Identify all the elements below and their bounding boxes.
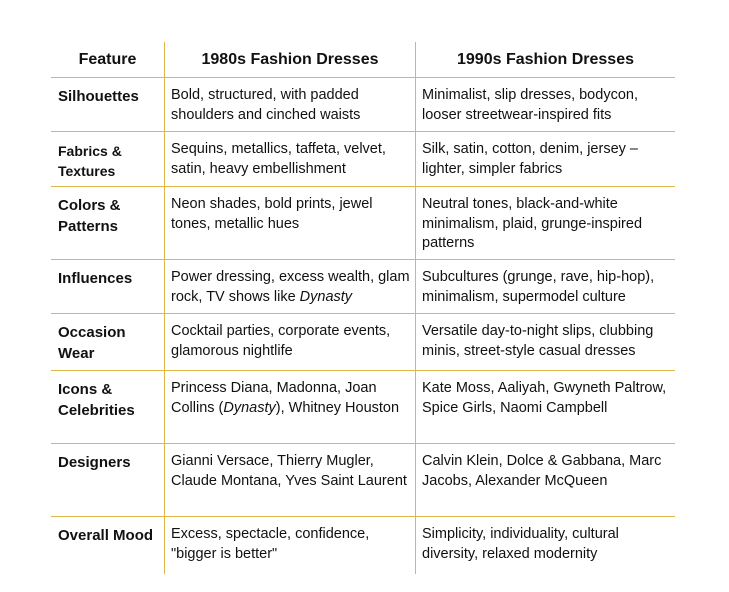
row-1990s: Neutral tones, black-and-white minimalism, plaid, grunge-inspired patterns: [422, 196, 643, 251]
table-row-fabrics: [51, 132, 675, 187]
comparison-table: [51, 42, 675, 574]
row-1980s-text: Princess Diana, Madonna, Joan Collins (: [171, 380, 377, 416]
row-1980s: Cocktail parties, corporate events, glamorous nightlife: [171, 323, 391, 359]
header-1980s: 1980s Fashion Dresses: [201, 51, 379, 68]
row-1990s: Calvin Klein, Dolce & Gabbana, Marc Jacobs, Alexander McQueen: [422, 453, 662, 489]
row-1990s: Versatile day-to-night slips, clubbing minis, street-style casual dresses: [422, 323, 654, 359]
row-feature: Fabrics & Textures: [58, 143, 122, 179]
row-1980s: Bold, structured, with padded shoulders and cinched waists: [171, 87, 361, 123]
header-row: [51, 42, 675, 78]
row-feature: Designers: [58, 454, 131, 471]
row-feature: Overall Mood: [58, 527, 154, 544]
row-feature: Silhouettes: [58, 88, 139, 105]
table-row-occasion: [51, 314, 675, 371]
dynasty-title: Dynasty: [223, 399, 276, 416]
row-1990s: Silk, satin, cotton, denim, jersey – lighter, simpler fabrics: [422, 141, 638, 177]
header-1990s: 1990s Fashion Dresses: [457, 51, 634, 68]
row-1980s: Gianni Versace, Thierry Mugler, Claude Montana, Yves Saint Laurent: [171, 453, 407, 489]
row-1990s: Subcultures (grunge, rave, hip-hop), minimalism, supermodel culture: [422, 269, 655, 305]
table-row-icons: [51, 371, 675, 444]
row-feature: Occasion Wear: [58, 324, 126, 362]
dynasty-title: Dynasty: [299, 288, 353, 305]
row-feature: Colors & Patterns: [58, 197, 121, 235]
table-row-influences: [51, 260, 675, 314]
row-1990s: Simplicity, individuality, cultural diversity, relaxed modernity: [422, 526, 619, 562]
table-row-silhouettes: [51, 78, 675, 132]
row-1980s: [171, 379, 416, 418]
table-row-designers: [51, 444, 675, 517]
row-1980s: Excess, spectacle, confidence, "bigger is better": [171, 526, 370, 562]
row-1980s: Neon shades, bold prints, jewel tones, metallic hues: [171, 196, 373, 232]
table-row-mood: [51, 517, 675, 574]
row-1980s-text: Power dressing, excess wealth, glam rock, TV shows like: [171, 269, 410, 305]
row-feature: Influences: [58, 270, 133, 287]
row-1980s: [171, 268, 416, 307]
table-row-colors: [51, 187, 675, 260]
row-1980s-text-end: ), Whitney Houston: [275, 399, 400, 416]
row-1990s: Minimalist, slip dresses, bodycon, looser streetwear-inspired fits: [422, 87, 638, 123]
row-1990s: Kate Moss, Aaliyah, Gwyneth Paltrow, Spice Girls, Naomi Campbell: [422, 380, 667, 416]
header-feature: Feature: [78, 51, 137, 68]
row-1980s: Sequins, metallics, taffeta, velvet, satin, heavy embellishment: [171, 141, 386, 177]
row-feature: Icons & Celebrities: [58, 381, 135, 419]
